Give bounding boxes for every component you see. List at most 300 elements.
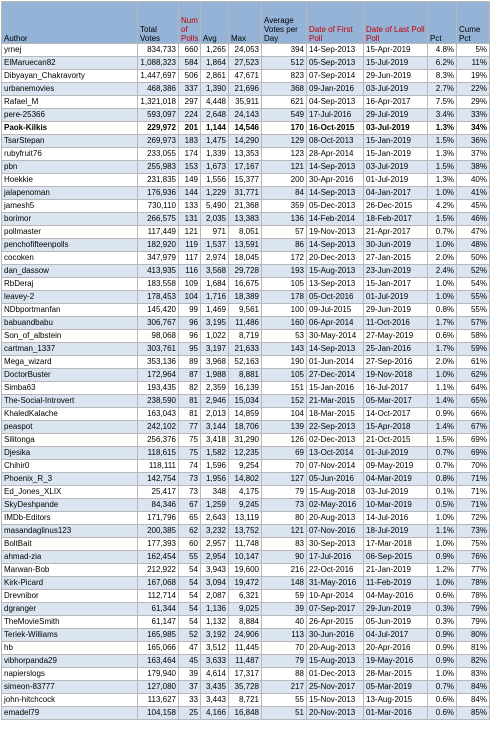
cell-avg: 2,957 [201, 538, 229, 551]
cell-cume-pct: 58% [457, 330, 490, 343]
cell-author: Son_of_albstein [2, 330, 138, 343]
cell-date-last-poll: 03-Jul-2019 [364, 486, 428, 499]
table-row [2, 291, 490, 304]
cell-cume-pct: 73% [457, 525, 490, 538]
cell-author: hb [2, 642, 138, 655]
cell-author: borimor [2, 213, 138, 226]
cell-num-polls: 54 [179, 603, 201, 616]
cell-pct: 1.4% [428, 395, 457, 408]
cell-avg: 3,943 [201, 564, 229, 577]
cell-cume-pct: 48% [457, 239, 490, 252]
cell-author: john-hitchcock [2, 694, 138, 707]
cell-num-polls: 119 [179, 239, 201, 252]
cell-max: 24,143 [229, 109, 262, 122]
cell-avg-votes-per-day: 70 [262, 642, 307, 655]
table-body [2, 44, 490, 720]
cell-avg: 3,192 [201, 629, 229, 642]
cell-author: urbanemovies [2, 83, 138, 96]
cell-date-last-poll: 04-May-2016 [364, 590, 428, 603]
cell-author: ahmad-zia [2, 551, 138, 564]
cell-max: 11,748 [229, 538, 262, 551]
cell-avg: 1,582 [201, 447, 229, 460]
cell-cume-pct: 83% [457, 668, 490, 681]
cell-avg: 2,974 [201, 252, 229, 265]
cell-total-votes: 98,068 [138, 330, 179, 343]
cell-date-first-poll: 09-Jan-2016 [307, 83, 364, 96]
cell-cume-pct: 47% [457, 226, 490, 239]
cell-avg: 3,144 [201, 421, 229, 434]
cell-num-polls: 224 [179, 109, 201, 122]
table-row [2, 551, 490, 564]
cell-num-polls: 82 [179, 382, 201, 395]
table-row [2, 512, 490, 525]
cell-total-votes: 303,761 [138, 343, 179, 356]
cell-date-first-poll: 14-Sep-2013 [307, 239, 364, 252]
cell-total-votes: 242,102 [138, 421, 179, 434]
cell-max: 13,119 [229, 512, 262, 525]
cell-max: 12,235 [229, 447, 262, 460]
cell-avg-votes-per-day: 84 [262, 187, 307, 200]
cell-max: 13,752 [229, 525, 262, 538]
cell-num-polls: 74 [179, 460, 201, 473]
cell-pct: 0.3% [428, 603, 457, 616]
cell-total-votes: 593,097 [138, 109, 179, 122]
cell-num-polls: 73 [179, 486, 201, 499]
cell-date-first-poll: 20-Nov-2013 [307, 707, 364, 720]
cell-num-polls: 54 [179, 590, 201, 603]
cell-date-first-poll: 27-Dec-2014 [307, 369, 364, 382]
cell-num-polls: 144 [179, 187, 201, 200]
cell-avg-votes-per-day: 217 [262, 681, 307, 694]
table-row [2, 252, 490, 265]
cell-avg-votes-per-day: 823 [262, 70, 307, 83]
cell-num-polls: 25 [179, 707, 201, 720]
cell-max: 13,383 [229, 213, 262, 226]
cell-avg-votes-per-day: 104 [262, 408, 307, 421]
cell-avg-votes-per-day: 57 [262, 226, 307, 239]
cell-author: IMDb-Editors [2, 512, 138, 525]
cell-cume-pct: 5% [457, 44, 490, 57]
cell-date-last-poll: 01-Mar-2016 [364, 707, 428, 720]
cell-num-polls: 54 [179, 577, 201, 590]
cell-num-polls: 660 [179, 44, 201, 57]
cell-pct: 1.7% [428, 343, 457, 356]
cell-cume-pct: 34% [457, 122, 490, 135]
cell-avg: 3,443 [201, 694, 229, 707]
cell-total-votes: 25,417 [138, 486, 179, 499]
cell-num-polls: 73 [179, 473, 201, 486]
cell-max: 8,051 [229, 226, 262, 239]
cell-avg: 4,166 [201, 707, 229, 720]
cell-cume-pct: 41% [457, 187, 490, 200]
cell-max: 52,163 [229, 356, 262, 369]
cell-avg: 971 [201, 226, 229, 239]
cell-date-last-poll: 21-Jan-2019 [364, 564, 428, 577]
cell-pct: 0.6% [428, 590, 457, 603]
cell-avg-votes-per-day: 90 [262, 551, 307, 564]
cell-pct: 1.0% [428, 291, 457, 304]
cell-date-first-poll: 05-Dec-2013 [307, 200, 364, 213]
cell-pct: 1.0% [428, 187, 457, 200]
cell-author: Mega_wizard [2, 356, 138, 369]
cell-avg: 5,490 [201, 200, 229, 213]
cell-date-last-poll: 01-Jul-2019 [364, 291, 428, 304]
cell-date-first-poll: 16-Oct-2015 [307, 122, 364, 135]
cell-date-first-poll: 08-Oct-2013 [307, 135, 364, 148]
cell-total-votes: 178,453 [138, 291, 179, 304]
cell-total-votes: 233,055 [138, 148, 179, 161]
cell-num-polls: 109 [179, 278, 201, 291]
cell-avg: 1,684 [201, 278, 229, 291]
cell-author: pbn [2, 161, 138, 174]
cell-avg: 3,195 [201, 317, 229, 330]
cell-total-votes: 229,972 [138, 122, 179, 135]
cell-author: jamesh5 [2, 200, 138, 213]
cell-pct: 2.7% [428, 83, 457, 96]
cell-date-first-poll: 25-Nov-2017 [307, 681, 364, 694]
cell-date-last-poll: 15-Jul-2019 [364, 57, 428, 70]
cell-date-last-poll: 15-Jan-2019 [364, 148, 428, 161]
cell-date-first-poll: 26-Apr-2015 [307, 616, 364, 629]
cell-date-last-poll: 05-Jun-2019 [364, 616, 428, 629]
cell-avg: 1,136 [201, 603, 229, 616]
cell-date-first-poll: 15-Aug-2018 [307, 486, 364, 499]
cell-num-polls: 65 [179, 512, 201, 525]
cell-author: The-Social-Introvert [2, 395, 138, 408]
cell-num-polls: 62 [179, 525, 201, 538]
cell-date-first-poll: 05-Oct-2016 [307, 291, 364, 304]
cell-total-votes: 183,558 [138, 278, 179, 291]
cell-avg: 2,954 [201, 551, 229, 564]
table-row [2, 395, 490, 408]
cell-max: 13,353 [229, 148, 262, 161]
cell-max: 13,591 [229, 239, 262, 252]
table-row [2, 499, 490, 512]
cell-avg: 1,556 [201, 174, 229, 187]
cell-date-first-poll: 19-Nov-2013 [307, 226, 364, 239]
cell-avg: 3,094 [201, 577, 229, 590]
cell-avg: 1,259 [201, 499, 229, 512]
cell-date-first-poll: 14-Sep-2013 [307, 44, 364, 57]
cell-total-votes: 142,754 [138, 473, 179, 486]
cell-total-votes: 165,066 [138, 642, 179, 655]
cell-date-first-poll: 14-Sep-2013 [307, 187, 364, 200]
cell-avg-votes-per-day: 51 [262, 707, 307, 720]
cell-pct: 4.8% [428, 44, 457, 57]
cell-date-last-poll: 29-Jun-2019 [364, 603, 428, 616]
cell-date-first-poll: 02-Dec-2013 [307, 434, 364, 447]
cell-total-votes: 84,346 [138, 499, 179, 512]
cell-total-votes: 238,590 [138, 395, 179, 408]
cell-pct: 1.5% [428, 135, 457, 148]
cell-cume-pct: 79% [457, 603, 490, 616]
cell-author: Silitonga [2, 434, 138, 447]
cell-avg: 1,022 [201, 330, 229, 343]
cell-max: 21,696 [229, 83, 262, 96]
cell-date-last-poll: 29-Jun-2019 [364, 304, 428, 317]
cell-avg-votes-per-day: 126 [262, 434, 307, 447]
cell-max: 18,389 [229, 291, 262, 304]
cell-date-first-poll: 21-Mar-2015 [307, 395, 364, 408]
cell-cume-pct: 61% [457, 356, 490, 369]
cell-author: masandaglinus123 [2, 525, 138, 538]
cell-avg-votes-per-day: 394 [262, 44, 307, 57]
cell-total-votes: 104,158 [138, 707, 179, 720]
table-row [2, 486, 490, 499]
cell-pct: 0.1% [428, 486, 457, 499]
cell-avg-votes-per-day: 178 [262, 291, 307, 304]
cell-date-first-poll: 30-May-2014 [307, 330, 364, 343]
cell-date-last-poll: 01-Jul-2019 [364, 447, 428, 460]
table-row [2, 434, 490, 447]
cell-pct: 0.6% [428, 694, 457, 707]
cell-num-polls: 297 [179, 96, 201, 109]
cell-cume-pct: 54% [457, 278, 490, 291]
cell-avg-votes-per-day: 170 [262, 122, 307, 135]
cell-avg-votes-per-day: 100 [262, 304, 307, 317]
cell-cume-pct: 38% [457, 161, 490, 174]
cell-total-votes: 61,344 [138, 603, 179, 616]
cell-date-last-poll: 09-May-2019 [364, 460, 428, 473]
cell-cume-pct: 80% [457, 629, 490, 642]
cell-max: 11,487 [229, 655, 262, 668]
cell-avg: 3,968 [201, 356, 229, 369]
cell-avg-votes-per-day: 86 [262, 239, 307, 252]
cell-total-votes: 61,147 [138, 616, 179, 629]
cell-avg-votes-per-day: 105 [262, 369, 307, 382]
cell-author: Phoenix_R_3 [2, 473, 138, 486]
cell-num-polls: 183 [179, 135, 201, 148]
cell-pct: 1.5% [428, 434, 457, 447]
cell-total-votes: 118,615 [138, 447, 179, 460]
cell-date-last-poll: 25-Jan-2016 [364, 343, 428, 356]
table-row [2, 83, 490, 96]
cell-date-last-poll: 27-Jan-2015 [364, 252, 428, 265]
cell-date-last-poll: 11-Oct-2016 [364, 317, 428, 330]
cell-date-last-poll: 29-Jul-2019 [364, 109, 428, 122]
cell-total-votes: 255,983 [138, 161, 179, 174]
cell-pct: 1.0% [428, 668, 457, 681]
cell-max: 24,053 [229, 44, 262, 57]
cell-total-votes: 200,385 [138, 525, 179, 538]
table-row [2, 369, 490, 382]
cell-avg: 3,633 [201, 655, 229, 668]
cell-cume-pct: 62% [457, 369, 490, 382]
table-row [2, 460, 490, 473]
table-row [2, 590, 490, 603]
cell-author: Ed_Jones_XLIX [2, 486, 138, 499]
cell-cume-pct: 66% [457, 408, 490, 421]
cell-total-votes: 468,386 [138, 83, 179, 96]
cell-cume-pct: 72% [457, 512, 490, 525]
cell-max: 6,321 [229, 590, 262, 603]
cell-max: 14,546 [229, 122, 262, 135]
cell-cume-pct: 36% [457, 135, 490, 148]
cell-num-polls: 153 [179, 161, 201, 174]
cell-max: 9,245 [229, 499, 262, 512]
cell-max: 31,771 [229, 187, 262, 200]
cell-cume-pct: 82% [457, 655, 490, 668]
cell-pct: 0.7% [428, 447, 457, 460]
cell-total-votes: 163,464 [138, 655, 179, 668]
cell-author: Djesika [2, 447, 138, 460]
cell-pct: 1.3% [428, 122, 457, 135]
cell-avg-votes-per-day: 190 [262, 356, 307, 369]
cell-max: 9,025 [229, 603, 262, 616]
cell-pct: 2.0% [428, 252, 457, 265]
cell-date-first-poll: 02-May-2016 [307, 499, 364, 512]
cell-total-votes: 306,767 [138, 317, 179, 330]
cell-pct: 6.2% [428, 57, 457, 70]
cell-author: cartman_1337 [2, 343, 138, 356]
cell-date-last-poll: 04-Mar-2019 [364, 473, 428, 486]
cell-pct: 0.6% [428, 707, 457, 720]
cell-pct: 8.3% [428, 70, 457, 83]
cell-pct: 0.8% [428, 304, 457, 317]
cell-max: 47,671 [229, 70, 262, 83]
cell-date-last-poll: 15-Apr-2019 [364, 44, 428, 57]
cell-date-first-poll: 20-Aug-2013 [307, 642, 364, 655]
cell-author: Hoekkie [2, 174, 138, 187]
cell-avg-votes-per-day: 113 [262, 629, 307, 642]
cell-total-votes: 730,110 [138, 200, 179, 213]
cell-cume-pct: 37% [457, 148, 490, 161]
cell-num-polls: 337 [179, 83, 201, 96]
cell-max: 18,045 [229, 252, 262, 265]
table-row [2, 447, 490, 460]
cell-date-last-poll: 28-Mar-2015 [364, 668, 428, 681]
cell-total-votes: 231,835 [138, 174, 179, 187]
cell-cume-pct: 71% [457, 499, 490, 512]
cell-pct: 2.0% [428, 356, 457, 369]
cell-cume-pct: 78% [457, 577, 490, 590]
cell-date-first-poll: 10-Apr-2014 [307, 590, 364, 603]
cell-pct: 0.8% [428, 473, 457, 486]
cell-date-first-poll: 18-Mar-2015 [307, 408, 364, 421]
cell-avg-votes-per-day: 121 [262, 525, 307, 538]
table-row [2, 317, 490, 330]
cell-num-polls: 89 [179, 356, 201, 369]
cell-pct: 1.0% [428, 278, 457, 291]
cell-avg-votes-per-day: 160 [262, 317, 307, 330]
cell-date-last-poll: 18-Feb-2017 [364, 213, 428, 226]
cell-avg-votes-per-day: 88 [262, 668, 307, 681]
cell-pct: 2.4% [428, 265, 457, 278]
cell-avg-votes-per-day: 83 [262, 538, 307, 551]
cell-total-votes: 193,435 [138, 382, 179, 395]
cell-max: 14,290 [229, 135, 262, 148]
cell-avg: 2,359 [201, 382, 229, 395]
cell-author: pollmaster [2, 226, 138, 239]
cell-date-first-poll: 13-Oct-2014 [307, 447, 364, 460]
table-row [2, 681, 490, 694]
cell-date-last-poll: 18-Jul-2019 [364, 525, 428, 538]
cell-max: 8,721 [229, 694, 262, 707]
cell-num-polls: 60 [179, 538, 201, 551]
cell-author: RbDeraj [2, 278, 138, 291]
column-header-cume-pct: Cume Pct [457, 2, 490, 44]
cell-cume-pct: 55% [457, 304, 490, 317]
column-header-max: Max [229, 2, 262, 44]
cell-date-first-poll: 14-Sep-2013 [307, 343, 364, 356]
cell-date-last-poll: 16-Jul-2017 [364, 382, 428, 395]
cell-num-polls: 67 [179, 499, 201, 512]
cell-date-last-poll: 21-Oct-2015 [364, 434, 428, 447]
cell-total-votes: 834,733 [138, 44, 179, 57]
cell-date-first-poll: 06-Apr-2014 [307, 317, 364, 330]
cell-date-last-poll: 05-Mar-2017 [364, 395, 428, 408]
table-row [2, 226, 490, 239]
cell-max: 11,486 [229, 317, 262, 330]
cell-avg-votes-per-day: 136 [262, 213, 307, 226]
table-row [2, 629, 490, 642]
table-row [2, 642, 490, 655]
cell-max: 11,445 [229, 642, 262, 655]
cell-max: 21,368 [229, 200, 262, 213]
cell-avg-votes-per-day: 359 [262, 200, 307, 213]
cell-cume-pct: 65% [457, 395, 490, 408]
cell-author: leavey-2 [2, 291, 138, 304]
cell-pct: 3.4% [428, 109, 457, 122]
cell-date-last-poll: 04-Jul-2017 [364, 629, 428, 642]
cell-num-polls: 81 [179, 408, 201, 421]
cell-avg: 2,035 [201, 213, 229, 226]
cell-avg: 1,144 [201, 122, 229, 135]
cell-avg-votes-per-day: 151 [262, 382, 307, 395]
cell-pct: 1.3% [428, 174, 457, 187]
cell-total-votes: 1,447,697 [138, 70, 179, 83]
cell-author: dan_dassow [2, 265, 138, 278]
cell-max: 9,561 [229, 304, 262, 317]
cell-author: BoltBait [2, 538, 138, 551]
cell-date-first-poll: 07-Sep-2017 [307, 603, 364, 616]
cell-pct: 1.4% [428, 421, 457, 434]
cell-date-last-poll: 16-Apr-2017 [364, 96, 428, 109]
cell-date-first-poll: 30-Sep-2013 [307, 538, 364, 551]
table-row [2, 408, 490, 421]
cell-date-last-poll: 15-Jan-2017 [364, 278, 428, 291]
cell-cume-pct: 69% [457, 447, 490, 460]
cell-pct: 1.0% [428, 577, 457, 590]
cell-cume-pct: 81% [457, 642, 490, 655]
cell-total-votes: 165,985 [138, 629, 179, 642]
table-row [2, 265, 490, 278]
table-row [2, 382, 490, 395]
cell-total-votes: 145,420 [138, 304, 179, 317]
cell-avg: 3,197 [201, 343, 229, 356]
cell-date-first-poll: 13-Sep-2013 [307, 278, 364, 291]
cell-num-polls: 174 [179, 148, 201, 161]
cell-pct: 1.1% [428, 525, 457, 538]
cell-author: Paok-Kilkis [2, 122, 138, 135]
table-row [2, 343, 490, 356]
cell-avg-votes-per-day: 79 [262, 486, 307, 499]
cell-num-polls: 75 [179, 447, 201, 460]
cell-max: 35,728 [229, 681, 262, 694]
cell-author: SkyDeshpande [2, 499, 138, 512]
cell-pct: 4.2% [428, 200, 457, 213]
cell-pct: 1.3% [428, 148, 457, 161]
cell-max: 29,728 [229, 265, 262, 278]
cell-avg-votes-per-day: 70 [262, 460, 307, 473]
cell-num-polls: 116 [179, 265, 201, 278]
cell-total-votes: 182,920 [138, 239, 179, 252]
cell-max: 19,600 [229, 564, 262, 577]
cell-avg: 3,418 [201, 434, 229, 447]
column-header-total-votes: Total Votes [138, 2, 179, 44]
cell-num-polls: 104 [179, 291, 201, 304]
cell-date-first-poll: 17-Jul-2016 [307, 109, 364, 122]
